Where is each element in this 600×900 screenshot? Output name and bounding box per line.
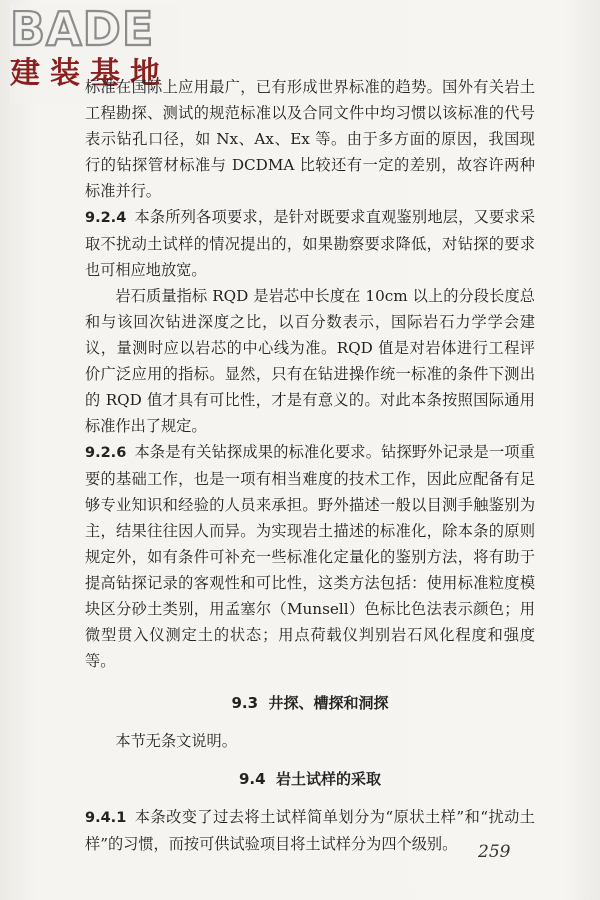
paragraph xyxy=(85,283,535,439)
section-title: 岩土试样的采取 xyxy=(276,770,382,788)
paragraph-text: 本条所列各项要求，是针对既要求直观鉴别地层，又要求采取不扰动土试样的情况提出的，如果勘察要求降低，对钻探的要求也可相应地放宽。 xyxy=(85,208,535,279)
section-heading xyxy=(85,690,535,716)
paragraph-text: 标准在国际上应用最广，已有形成世界标准的趋势。国外有关岩土工程勘探、测试的规范标准以及合同文件中均习惯以该标准的代号表示钻孔口径，如 Nx、Ax、Ex 等。由于多方面的原因，我国现行的钻探管材标准与 DCDMA 比较还有一定的差别，故容许两种标准并行。 xyxy=(85,78,535,200)
clause-number: 9.2.6 xyxy=(85,445,127,461)
clause-paragraph xyxy=(85,439,535,674)
page-number: 259 xyxy=(478,842,511,862)
logo-subtitle: 建装基地 xyxy=(10,56,170,91)
section-title: 井探、槽探和洞探 xyxy=(268,694,389,712)
clause-paragraph xyxy=(85,804,535,857)
document-body xyxy=(85,74,535,857)
clause-paragraph xyxy=(85,204,535,283)
section-number: 9.4 xyxy=(238,770,266,788)
clause-number: 9.4.1 xyxy=(85,810,127,826)
clause-number: 9.2.4 xyxy=(85,210,127,226)
paragraph xyxy=(85,728,535,754)
section-number: 9.3 xyxy=(231,694,259,712)
paragraph-text: 本条改变了过去将土试样简单划分为“原状土样”和“扰动土样”的习惯，而按可供试验项目将土试样分为四个级别。 xyxy=(85,808,535,853)
paragraph-text: 本节无条文说明。 xyxy=(115,732,237,750)
section-heading xyxy=(85,766,535,792)
paragraph xyxy=(85,74,535,204)
logo-brand-text: BADE xyxy=(10,2,155,56)
paragraph-text: 岩石质量指标 RQD 是岩芯中长度在 10cm 以上的分段长度总和与该回次钻进深度之比，以百分数表示，国际岩石力学学会建议，量测时应以岩芯的中心线为准。RQD 值是对岩体进行工程评价广泛应用的指标。显然，只有在钻进操作统一标准的条件下测出的 RQD 值才具有可比性，才是有意义的。对此本条按照国际通用标准作出了规定。 xyxy=(85,287,535,435)
paragraph-text: 本条是有关钻探成果的标准化要求。钻探野外记录是一项重要的基础工作，也是一项有相当难度的技术工作，因此应配备有足够专业知识和经验的人员来承担。野外描述一般以目测手触鉴别为主，结果往往因人而异。为实现岩土描述的标准化，除本条的原则规定外，如有条件可补充一些标准化定量化的鉴别方法，将有助于提高钻探记录的客观性和可比性，这类方法包括：使用标准粒度模块区分砂土类别，用孟塞尔（Munsell）色标比色法表示颜色；用微型贯入仪测定土的状态；用点荷载仪判别岩石风化程度和强度等。 xyxy=(85,443,535,670)
